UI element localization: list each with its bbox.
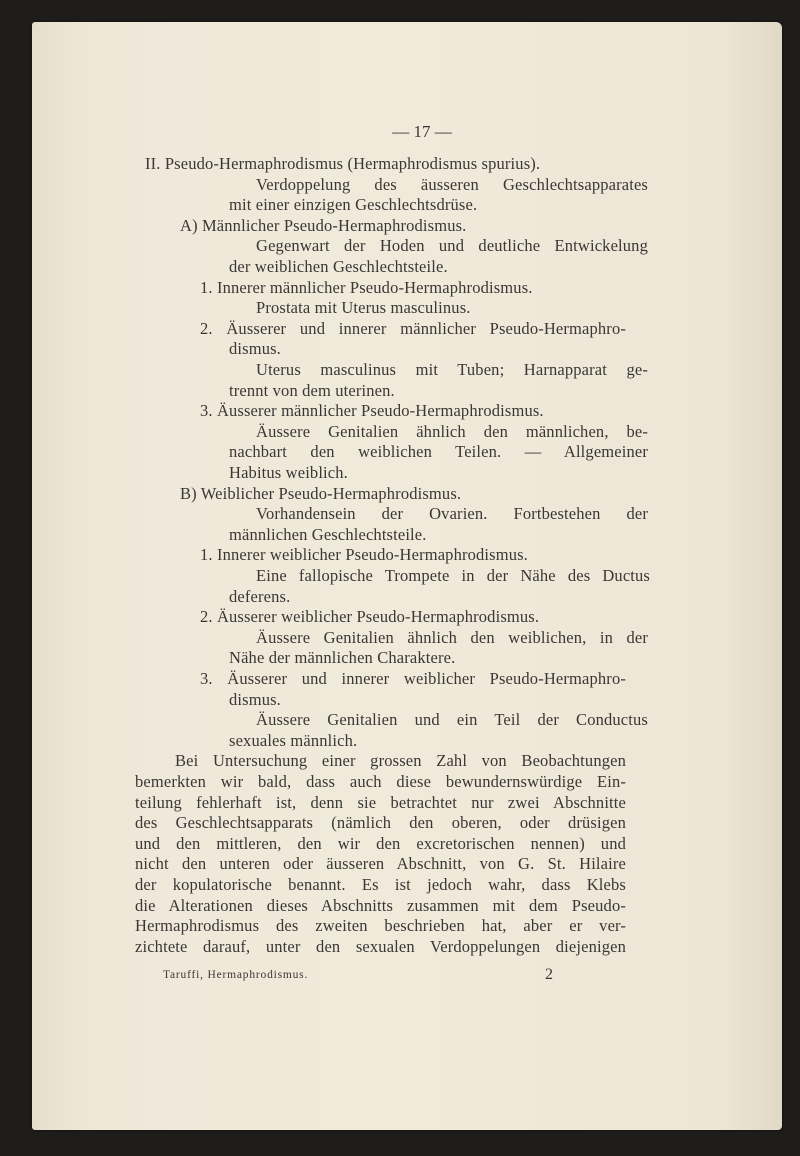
text-line: Eine fallopische Trompete in der Nähe des Ductus <box>256 566 650 585</box>
text-line: die Alterationen dieses Abschnitts zusammen mit dem Pseudo- <box>135 895 626 915</box>
text-line: deferens. <box>229 586 291 606</box>
text-line: des Geschlechtsapparats (nämlich den oberen, oder drüsigen <box>135 813 626 833</box>
text-line: Gegenwart der Hoden und deutliche Entwickelung <box>256 236 648 256</box>
text-line: A) Männlicher Pseudo-Hermaphrodismus. <box>180 215 467 235</box>
text-line: Prostata mit Uterus masculinus. <box>256 298 471 318</box>
text-line: Nähe der männlichen Charaktere. <box>229 648 456 668</box>
text-line: teilung fehlerhaft ist, denn sie betrachtet nur zwei Abschnitte <box>135 792 626 812</box>
text-line: B) Weiblicher Pseudo-Hermaphrodismus. <box>180 483 462 503</box>
text-line: 2. Äusserer weiblicher Pseudo-Hermaphrodismus. <box>200 607 540 627</box>
text-line: Uterus masculinus mit Tuben; Harnapparat ge- <box>256 360 648 379</box>
book-page <box>32 22 782 1130</box>
text-line: II. Pseudo-Hermaphrodismus (Hermaphrodismus spurius). <box>145 154 541 173</box>
text-line: und den mittleren, den wir den excretorischen nennen) und <box>135 833 626 853</box>
text-line: Äussere Genitalien ähnlich den weiblichen, in der <box>256 627 648 647</box>
text-line: 3. Äusserer männlicher Pseudo-Hermaphrodismus. <box>200 401 544 421</box>
footer-signature: Taruffi, Hermaphrodismus. <box>163 969 309 981</box>
page-text-area <box>32 22 782 1130</box>
text-line: Habitus weiblich. <box>229 463 348 482</box>
text-line: dismus. <box>229 689 281 709</box>
text-line: zichtete darauf, unter den sexualen Verdoppelungen diejenigen <box>135 936 626 956</box>
text-line: Vorhandensein der Ovarien. Fortbestehen der <box>256 504 648 524</box>
text-line: nicht den unteren oder äusseren Abschnitt, von G. St. Hilaire <box>135 854 626 874</box>
text-line: mit einer einzigen Geschlechtsdrüse. <box>229 195 478 215</box>
text-line: Äussere Genitalien ähnlich den männlichen, be- <box>256 421 648 441</box>
text-line: Hermaphrodismus des zweiten beschrieben hat, aber er ver- <box>135 916 626 936</box>
text-line: 1. Innerer männlicher Pseudo-Hermaphrodismus. <box>200 277 533 297</box>
text-line: Verdoppelung des äusseren Geschlechtsapparates <box>256 174 648 194</box>
text-line: sexuales männlich. <box>229 730 358 750</box>
text-line: dismus. <box>229 339 281 359</box>
footer-sheet-number: 2 <box>545 966 553 983</box>
text-line: Äussere Genitalien und ein Teil der Conductus <box>256 710 648 730</box>
text-line: Bei Untersuchung einer grossen Zahl von Beobachtungen <box>175 751 626 771</box>
text-line: männlichen Geschlechtsteile. <box>229 524 427 544</box>
text-line: bemerkten wir bald, dass auch diese bewundernswürdige Ein- <box>135 772 626 791</box>
text-line: nachbart den weiblichen Teilen. — Allgemeiner <box>229 442 648 462</box>
text-line: der kopulatorische benannt. Es ist jedoch wahr, dass Klebs <box>135 875 626 894</box>
text-line: 3. Äusserer und innerer weiblicher Pseudo-Hermaphro- <box>200 669 626 688</box>
text-line: 2. Äusserer und innerer männlicher Pseudo-Hermaphro- <box>200 318 626 338</box>
page-number: — 17 — <box>392 122 452 141</box>
text-line: der weiblichen Geschlechtsteile. <box>229 257 448 276</box>
text-line: trennt von dem uterinen. <box>229 380 395 400</box>
text-line: 1. Innerer weiblicher Pseudo-Hermaphrodismus. <box>200 545 528 565</box>
